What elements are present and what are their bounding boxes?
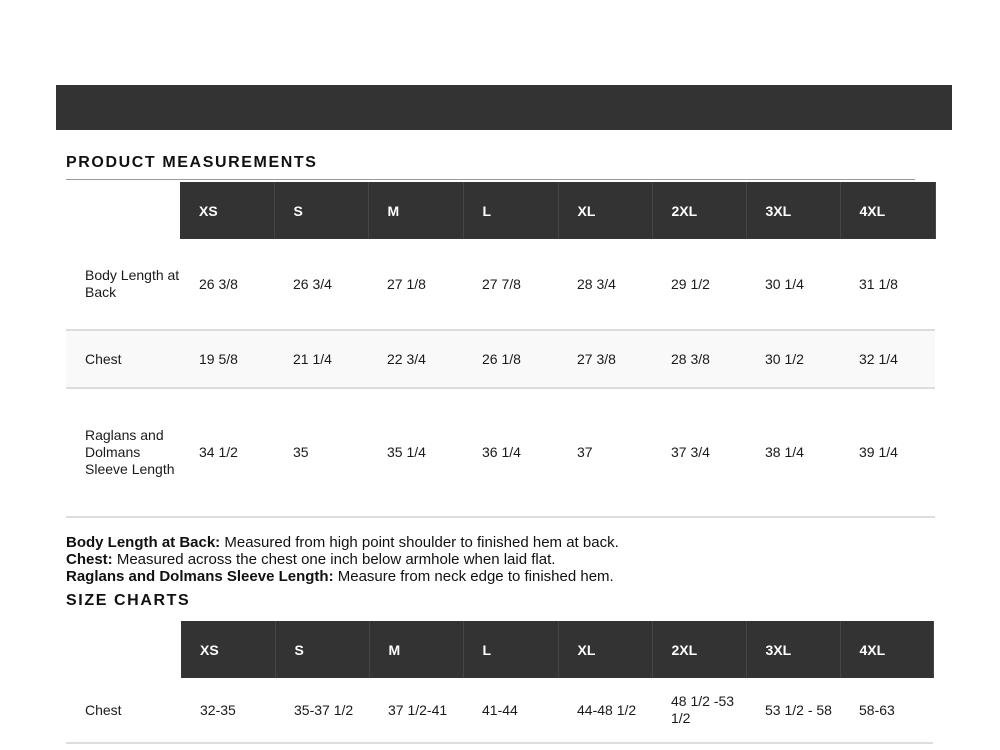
table-cell: 27 3/8 (558, 330, 652, 388)
size-header-2xl: 2XL (652, 621, 746, 678)
table-cell: 31 1/8 (840, 239, 935, 330)
table-row (66, 678, 933, 743)
row-label: Body Length at Back (66, 239, 180, 330)
table-cell: 41-44 (463, 678, 558, 743)
size-header-xs: XS (180, 182, 274, 239)
note-term: Body Length at Back: (66, 534, 221, 551)
table-cell: 26 3/8 (180, 239, 274, 330)
table-cell: 37 (558, 388, 652, 517)
section-divider (66, 179, 915, 180)
table-cell: 38 1/4 (746, 388, 840, 517)
table-cell: 22 3/4 (368, 330, 463, 388)
table-cell: 37 1/2-41 (369, 678, 463, 743)
table-cell: 30 1/4 (746, 239, 840, 330)
table-cell: 27 1/8 (368, 239, 463, 330)
note-body-length (66, 534, 946, 551)
table-cell: 28 3/8 (652, 330, 746, 388)
size-header-4xl: 4XL (840, 182, 935, 239)
table-row (66, 388, 935, 517)
size-charts-title: SIZE CHARTS (66, 592, 191, 609)
size-header-l: L (463, 621, 558, 678)
size-header-xl: XL (558, 621, 652, 678)
table-cell: 37 3/4 (652, 388, 746, 517)
note-chest (66, 551, 946, 568)
size-charts-table (66, 621, 934, 744)
size-header-s: S (275, 621, 369, 678)
note-text: Measure from neck edge to finished hem. (333, 568, 614, 585)
size-header-s: S (274, 182, 368, 239)
row-label: Chest (66, 330, 180, 388)
product-measurements-title: PRODUCT MEASUREMENTS (66, 154, 318, 171)
header-corner-cell (66, 182, 180, 239)
product-measurements-table (66, 182, 936, 518)
table-cell: 21 1/4 (274, 330, 368, 388)
size-header-row (66, 182, 935, 239)
table-cell: 35 1/4 (368, 388, 463, 517)
table-cell: 35-37 1/2 (275, 678, 369, 743)
table-cell: 26 1/8 (463, 330, 558, 388)
table-row (66, 239, 935, 330)
table-cell: 19 5/8 (180, 330, 274, 388)
table-cell: 34 1/2 (180, 388, 274, 517)
table-cell: 27 7/8 (463, 239, 558, 330)
size-header-3xl: 3XL (746, 182, 840, 239)
table-cell: 28 3/4 (558, 239, 652, 330)
note-term: Raglans and Dolmans Sleeve Length: (66, 568, 334, 585)
table-cell: 36 1/4 (463, 388, 558, 517)
measurement-notes (66, 534, 946, 585)
size-header-m: M (369, 621, 463, 678)
table-cell: 30 1/2 (746, 330, 840, 388)
table-cell: 26 3/4 (274, 239, 368, 330)
size-header-xl: XL (558, 182, 652, 239)
note-text: Measured from high point shoulder to finished hem at back. (220, 534, 619, 551)
size-header-2xl: 2XL (652, 182, 746, 239)
note-text: Measured across the chest one inch below armhole when laid flat. (112, 551, 556, 568)
row-label: Raglans and Dolmans Sleeve Length (66, 388, 180, 517)
note-sleeve-length (66, 568, 946, 585)
size-header-l: L (463, 182, 558, 239)
table-cell: 35 (274, 388, 368, 517)
size-header-row (66, 621, 933, 678)
table-cell: 58-63 (840, 678, 933, 743)
size-header-m: M (368, 182, 463, 239)
table-cell: 48 1/2 -53 1/2 (652, 678, 746, 743)
table-cell: 44-48 1/2 (558, 678, 652, 743)
table-cell: 39 1/4 (840, 388, 935, 517)
table-cell: 32-35 (181, 678, 275, 743)
size-header-xs: XS (181, 621, 275, 678)
size-header-4xl: 4XL (840, 621, 933, 678)
header-corner-cell (66, 621, 181, 678)
table-cell: 53 1/2 - 58 (746, 678, 840, 743)
row-label: Chest (66, 678, 181, 743)
header-banner (56, 85, 952, 130)
table-row (66, 330, 935, 388)
table-cell: 29 1/2 (652, 239, 746, 330)
table-cell: 32 1/4 (840, 330, 935, 388)
size-header-3xl: 3XL (746, 621, 840, 678)
note-term: Chest: (66, 551, 113, 568)
